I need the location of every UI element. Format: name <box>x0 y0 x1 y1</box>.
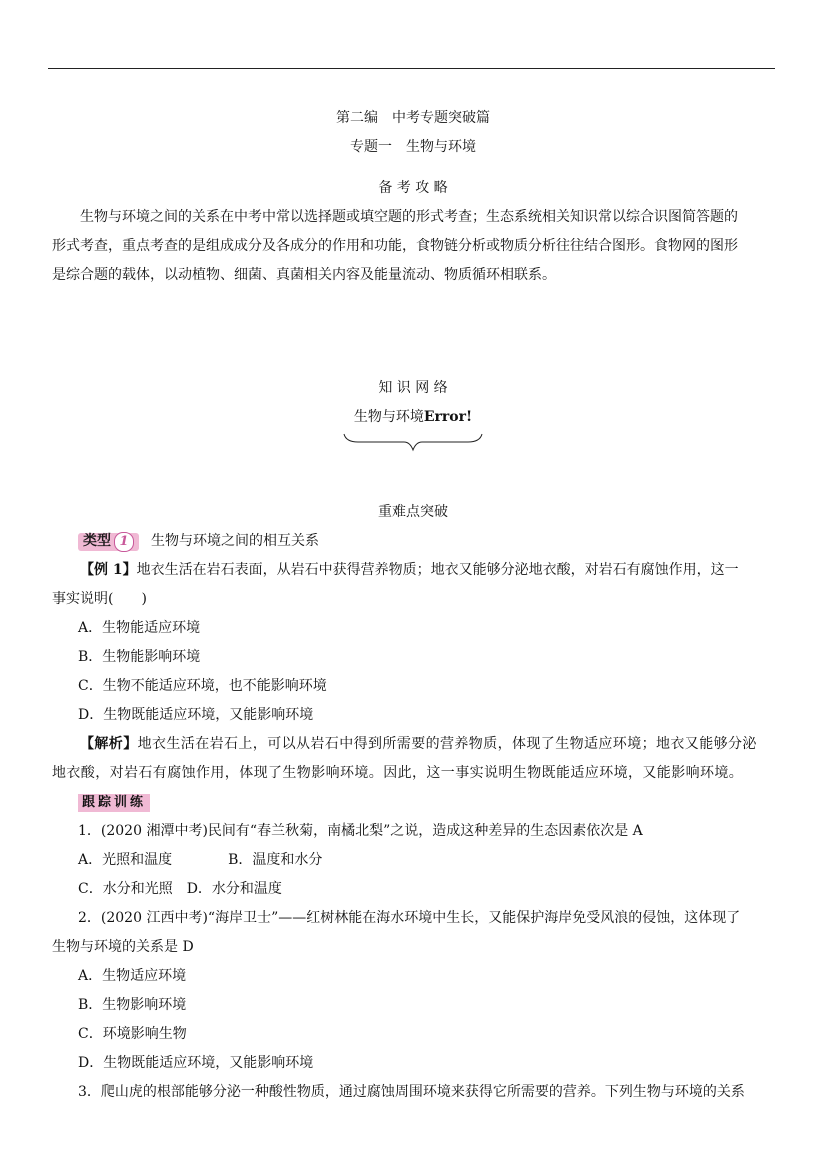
example-stem-line-1 <box>52 556 774 585</box>
brace-icon <box>342 432 484 452</box>
network-heading: 知 识 网 络 <box>378 380 448 396</box>
type-number: 1 <box>114 532 134 552</box>
training-badge: 跟踪训练 <box>78 794 150 812</box>
strategy-line-3: 是综合题的载体，以动植物、细菌、真菌相关内容及能量流动、物质循环相联系。 <box>52 267 556 283</box>
q2-stem-line-2: 生物与环境的关系是 D <box>52 939 194 955</box>
type-badge <box>78 533 139 551</box>
example-stem-text-1: 地衣生活在岩石表面，从岩石中获得营养物质；地衣又能够分泌地衣酸，对岩石有腐蚀作用，这一 <box>136 562 739 578</box>
top-rule <box>48 68 775 69</box>
network-label: 生物与环境 <box>353 409 424 425</box>
example-stem-line-2: 事实说明( ) <box>52 591 147 607</box>
q2-option-a: A．生物适应环境 <box>78 968 187 984</box>
example-option-a: A．生物能适应环境 <box>78 620 201 636</box>
analysis-line-1 <box>52 730 774 759</box>
strategy-line-1: 生物与环境之间的关系在中考中常以选择题或填空题的形式考查；生态系统相关知识常以综合识图简答题的 <box>80 209 738 225</box>
example-option-c: C．生物不能适应环境，也不能影响环境 <box>78 678 327 694</box>
analysis-text-1: 地衣生活在岩石上，可以从岩石中得到所需要的营养物质，体现了生物适应环境；地衣又能够分泌 <box>137 736 757 752</box>
example-option-d: D．生物既能适应环境，又能影响环境 <box>78 707 314 723</box>
q2-option-d: D．生物既能适应环境，又能影响环境 <box>78 1055 314 1071</box>
network-error: Error! <box>423 409 473 425</box>
analysis-line-2: 地衣酸，对岩石有腐蚀作用，体现了生物影响环境。因此，这一事实说明生物既能适应环境，又能影响环境。 <box>52 765 744 781</box>
document-page <box>52 104 774 1107</box>
analysis-tag: 【解析】 <box>80 736 138 752</box>
q2-stem-line-1: 2．(2020 江西中考)“海岸卫士”——红树林能在海水环境中生长，又能保护海岸免受风浪的侵蚀，这体现了 <box>78 910 741 926</box>
type-label: 类型 <box>83 533 111 549</box>
type-title: 生物与环境之间的相互关系 <box>151 533 319 549</box>
network-brace <box>52 432 774 454</box>
training-badge-row <box>52 788 774 817</box>
q3-stem-line-1: 3．爬山虎的根部能够分泌一种酸性物质，通过腐蚀周围环境来获得它所需要的营养。下列生物与环境的关系 <box>78 1084 745 1100</box>
topic-title: 专题一 生物与环境 <box>350 139 476 155</box>
example-tag: 【例 1】 <box>80 562 137 578</box>
q1-stem: 1．(2020 湘潭中考)民间有“春兰秋菊，南橘北梨”之说，造成这种差异的生态因素依次是 A <box>78 823 643 839</box>
q2-option-b: B．生物影响环境 <box>78 997 187 1013</box>
network-label-row <box>52 403 774 432</box>
q2-option-c: C．环境影响生物 <box>78 1026 187 1042</box>
strategy-heading: 备 考 攻 略 <box>378 180 448 196</box>
q1-options-row-2: C．水分和光照 D．水分和温度 <box>78 881 282 897</box>
example-option-b: B．生物能影响环境 <box>78 649 201 665</box>
q1-options-row-1: A．光照和温度 B．温度和水分 <box>78 852 323 868</box>
key-points-heading: 重难点突破 <box>378 504 448 520</box>
strategy-line-2: 形式考查，重点考查的是组成成分及各成分的作用和功能，食物链分析或物质分析往往结合图形。食物网的图形 <box>52 238 738 254</box>
part-title: 第二编 中考专题突破篇 <box>336 110 490 126</box>
type-row <box>78 527 774 556</box>
